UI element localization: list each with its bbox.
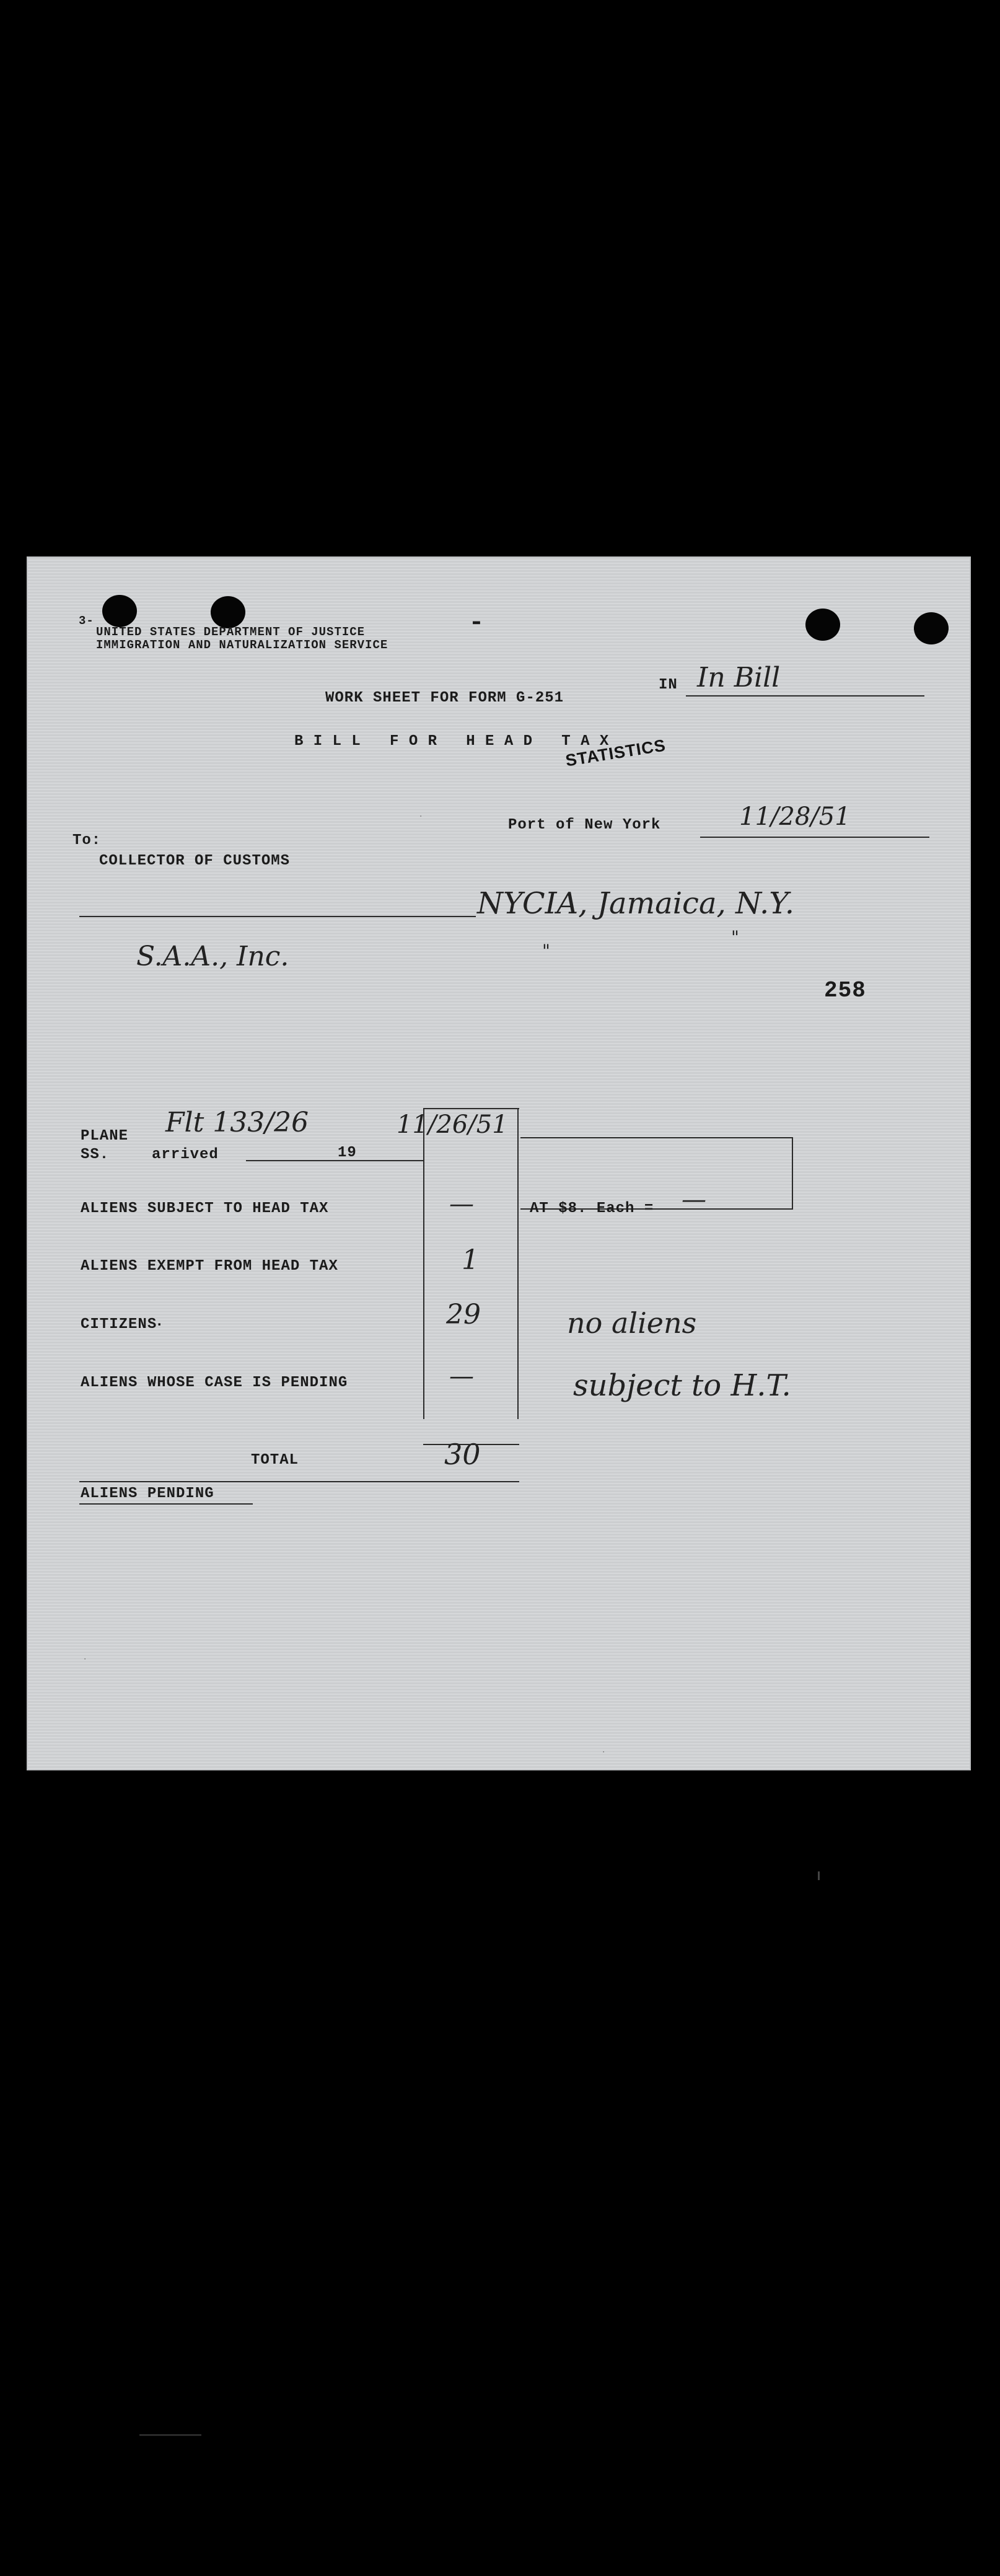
note-line-1: no aliens bbox=[567, 1306, 697, 1340]
speck-2: · bbox=[601, 1747, 607, 1757]
location: NYCIA, Jamaica, N.Y. bbox=[477, 886, 795, 921]
arrived-underline bbox=[246, 1160, 424, 1161]
table-right-divider bbox=[517, 1108, 519, 1419]
table-left-divider bbox=[423, 1108, 424, 1419]
address-line bbox=[79, 916, 476, 917]
agency-line-2: IMMIGRATION AND NATURALIZATION SERVICE bbox=[96, 638, 388, 652]
row-exempt-label: ALIENS EXEMPT FROM HEAD TAX bbox=[81, 1258, 338, 1275]
head-tax-form-sheet bbox=[28, 558, 970, 1769]
pending-underline bbox=[79, 1503, 253, 1505]
row-pending-label: ALIENS WHOSE CASE IS PENDING bbox=[81, 1374, 348, 1391]
arrived-label: arrived bbox=[152, 1146, 219, 1163]
header-mark: ▬ bbox=[473, 615, 481, 629]
rate-box-right bbox=[792, 1137, 793, 1208]
year-label: 19 bbox=[338, 1145, 357, 1161]
agency-line-1: UNITED STATES DEPARTMENT OF JUSTICE bbox=[96, 625, 366, 639]
ditto-1: " bbox=[542, 941, 550, 961]
speck-3: · bbox=[82, 1655, 88, 1664]
row-subject-label: ALIENS SUBJECT TO HEAD TAX bbox=[81, 1200, 329, 1217]
port-date: 11/28/51 bbox=[739, 802, 851, 831]
to-label: To: bbox=[72, 832, 102, 849]
pending-label: ALIENS PENDING bbox=[81, 1485, 214, 1502]
total-label: TOTAL bbox=[251, 1452, 299, 1469]
rate-value: — bbox=[682, 1185, 706, 1214]
speck-1: · bbox=[418, 812, 424, 822]
row-citizens-label: CITIZENS bbox=[81, 1316, 157, 1333]
worksheet-title: WORK SHEET FOR FORM G-251 bbox=[325, 690, 564, 706]
flight: Flt 133/26 bbox=[165, 1107, 309, 1138]
in-value: In Bill bbox=[697, 662, 781, 693]
total-underline bbox=[79, 1481, 519, 1482]
arrival-date: 11/26/51 bbox=[397, 1110, 508, 1139]
total-value: 30 bbox=[444, 1438, 481, 1471]
punch-hole-2 bbox=[211, 596, 245, 628]
punch-hole-3 bbox=[805, 609, 840, 641]
plane-label: PLANE bbox=[81, 1128, 129, 1145]
in-underline bbox=[686, 695, 924, 697]
bill-title: B I L L F O R H E A D T A X bbox=[294, 733, 610, 750]
row-citizens-value: 29 bbox=[446, 1299, 481, 1330]
ss-label: SS. bbox=[81, 1146, 110, 1163]
citizens-dot: . bbox=[155, 1314, 165, 1330]
in-label: IN bbox=[659, 677, 678, 693]
rate-label: AT $8. Each = bbox=[530, 1200, 654, 1217]
row-pending-value: — bbox=[449, 1362, 474, 1391]
total-box-top bbox=[423, 1444, 519, 1445]
port-date-underline bbox=[700, 837, 929, 838]
film-artifact-1 bbox=[818, 1871, 820, 1880]
film-artifact-2 bbox=[139, 2434, 201, 2436]
statistics-stamp: STATISTICS bbox=[564, 736, 667, 770]
table-top-line bbox=[424, 1108, 519, 1109]
note-line-2: subject to H.T. bbox=[573, 1368, 791, 1403]
rate-box-top bbox=[520, 1137, 793, 1138]
row-subject-value: — bbox=[449, 1190, 474, 1218]
form-code: 3- bbox=[79, 614, 94, 628]
punch-hole-4 bbox=[914, 612, 949, 644]
collector-label: COLLECTOR OF CUSTOMS bbox=[99, 853, 291, 869]
reference-number: 258 bbox=[824, 978, 866, 1003]
ditto-2: " bbox=[731, 927, 739, 947]
punch-hole-1 bbox=[102, 595, 137, 627]
carrier: S.A.A., Inc. bbox=[136, 941, 289, 972]
row-exempt-value: 1 bbox=[462, 1244, 479, 1276]
port-label: Port of New York bbox=[508, 817, 661, 833]
